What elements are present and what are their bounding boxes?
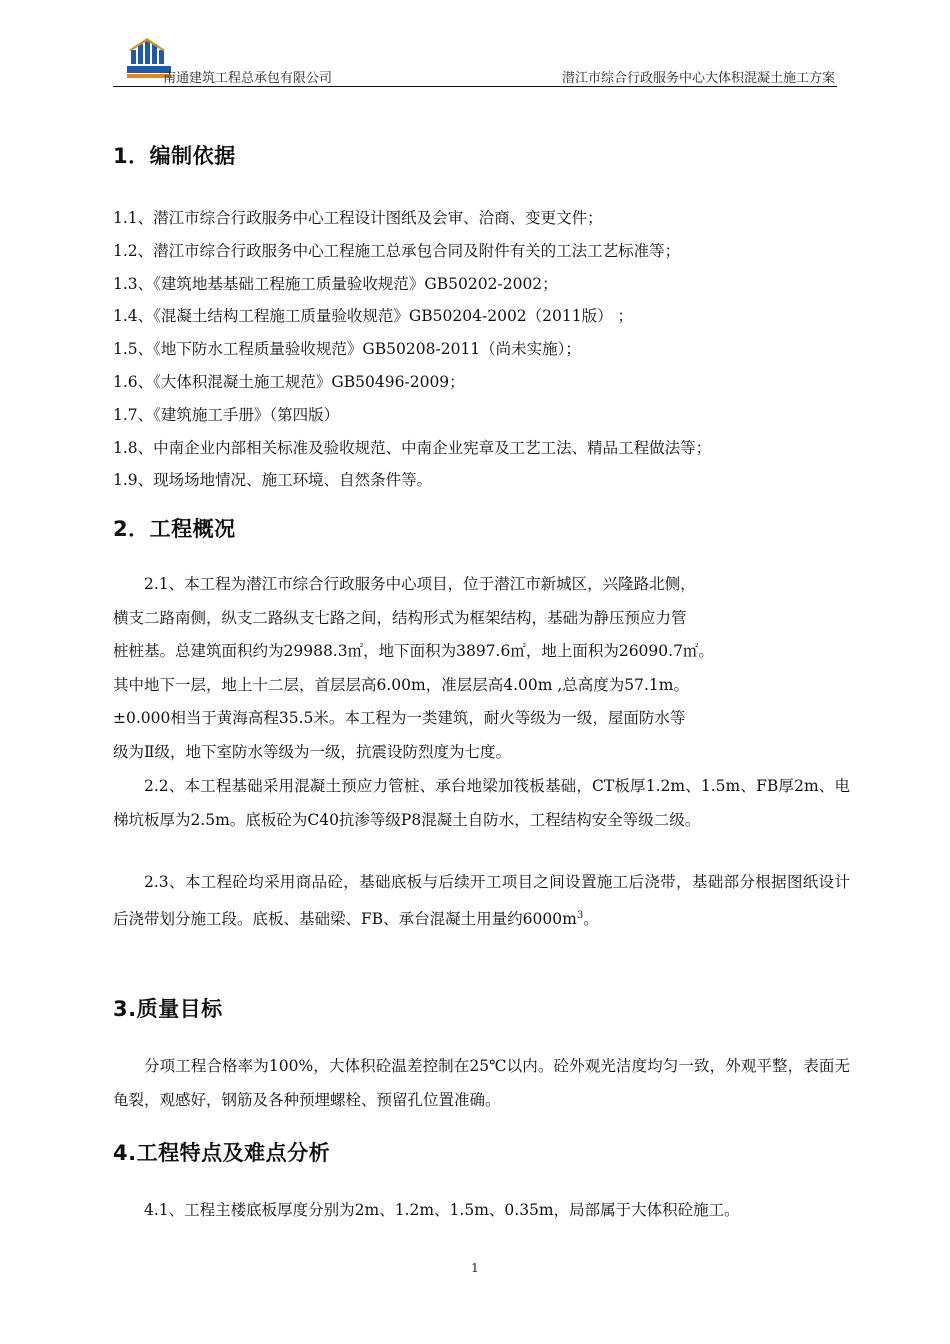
paragraph-2-2: 2.2、本工程基础采用混凝土预应力管桩、承台地梁加筏板基础，CT板厚1.2m、1.5m、FB厚2m、电梯坑板厚为2.5m。底板砼为C40抗渗等级P8混凝土自防水，工程结构安全等级二级。 [113,777,850,829]
paragraph-line: 其中地下一层，地上十二层，首层层高6.00m，准层层高4.00m ,总高度为57.1m。 [113,675,689,694]
paragraph-text: 2.3、本工程砼均采用商品砼，基础底板与后续开工项目之间设置施工后浇带，基础部分根据图纸设计后浇带划分施工段。底板、基础梁、FB、承台混凝土用量约 [113,873,850,928]
page-header [113,36,837,88]
unit-exponent: 3 [576,909,584,921]
paragraph-line: 横支二路南侧，纵支二路纵支七路之间，结构形式为框架结构，基础为静压预应力管 [113,608,687,627]
paragraph-line: ±0.000相当于黄海高程35.5米。本工程为一类建筑，耐火等级为一级，屋面防水等 [113,709,686,728]
list-item: 1.2、潜江市综合行政服务中心工程施工总承包合同及附件有关的工法工艺标准等； [113,241,681,260]
concrete-quantity [523,910,599,928]
list-item: 1.3、《建筑地基基础工程施工质量验收规范》GB50202-2002； [113,274,558,293]
paragraph-3: 分项工程合格率为100%，大体积砼温差控制在25℃以内。砼外观光洁度均匀一致，外观平整，表面无龟裂，观感好，钢筋及各种预埋螺栓、预留孔位置准确。 [113,1057,850,1109]
list-item: 1.8、中南企业内部相关标准及验收规范、中南企业宪章及工艺工法、精品工程做法等； [113,438,712,457]
section-heading-4: 4.工程特点及难点分析 [113,1141,331,1165]
paragraph-line: 级为Ⅱ级，地下室防水等级为一级，抗震设防烈度为七度。 [113,742,512,761]
paragraph-line: 2.1、本工程为潜江市综合行政服务中心项目，位于潜江市新城区，兴隆路北侧， [144,575,696,593]
list-item: 1.5、《地下防水工程质量验收规范》GB50208-2011（尚未实施）； [113,340,581,359]
page-number: 1 [471,1261,479,1275]
list-item: 1.9、现场场地情况、施工环境、自然条件等。 [113,471,433,490]
paragraph-line: 桩桩基。总建筑面积约为29988.3㎡，地下面积为3897.6㎡，地上面积为26090.7㎡。 [113,642,714,661]
list-item: 1.6、《大体积混凝土施工规范》GB50496-2009； [113,372,465,391]
section-heading-3: 3.质量目标 [113,997,223,1021]
document-title: 潜江市综合行政服务中心大体积混凝土施工方案 [561,71,835,86]
section-heading-1: 1．编制依据 [113,144,236,168]
company-name: 南通建筑工程总承包有限公司 [163,71,333,86]
list-item: 1.7、《建筑施工手册》（第四版） [113,405,340,424]
header-divider [113,86,837,87]
quantity-value: 6000m [522,909,577,928]
reference-list [113,202,850,497]
paragraph-4-1: 4.1、工程主楼底板厚度分别为2m、1.2m、1.5m、0.35m，局部属于大体积砼施工。 [144,1201,740,1219]
paragraph-2-1 [113,568,835,770]
list-item: 1.1、潜江市综合行政服务中心工程设计图纸及会审、洽商、变更文件； [113,209,603,227]
section-heading-2: 2．工程概况 [113,517,236,541]
list-item: 1.4、《混凝土结构工程施工质量验收规范》GB50204-2002（2011版） ； [113,307,634,326]
paragraph-end: 。 [583,909,599,928]
paragraph-2-3 [113,866,850,938]
